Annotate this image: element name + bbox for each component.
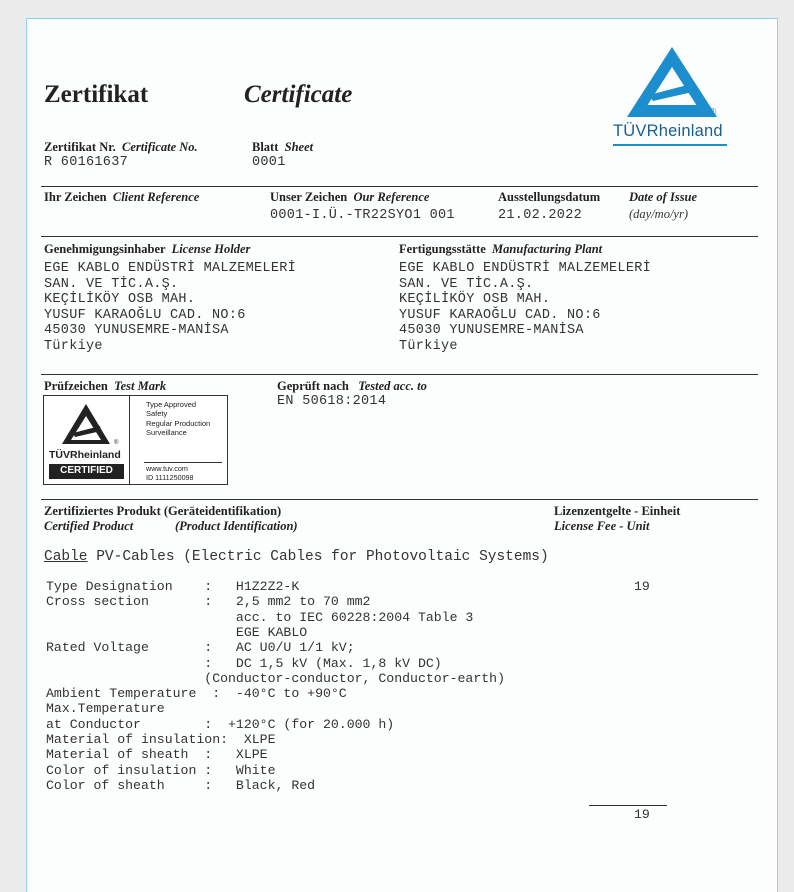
test-mark-features: Type Approved Safety Regular Production Surveillance xyxy=(146,400,211,437)
title-german: Zertifikat xyxy=(44,81,149,108)
spec-line: Rated Voltage : AC U0/U 1/1 kV; xyxy=(46,640,355,656)
certified-text: CERTIFIED xyxy=(60,465,113,476)
tuv-rheinland-logo xyxy=(613,45,731,149)
spec-line: Type Designation : H1Z2Z2-K xyxy=(46,579,300,594)
spec-line: acc. to IEC 60228:2004 Table 3 xyxy=(46,609,474,625)
certificate-page xyxy=(26,18,778,892)
our-ref-label: Unser Zeichen Our Reference xyxy=(270,190,430,204)
test-mark-rule xyxy=(144,462,222,463)
divider-4 xyxy=(41,499,758,500)
sheet-label: Blatt Sheet xyxy=(252,140,314,154)
fee-total: 19 xyxy=(634,807,650,822)
divider-2 xyxy=(41,236,758,237)
spec-line: at Conductor : +120°C (for 20.000 h) xyxy=(46,716,395,732)
certified-bar xyxy=(49,464,124,479)
spec-line: Material of sheath : XLPE xyxy=(46,747,268,763)
spec-line: Color of sheath : Black, Red xyxy=(46,777,316,793)
test-mark-id: www.tuv.com ID 1111250098 xyxy=(146,464,194,482)
issue-date-format: (day/mo/yr) xyxy=(629,207,689,221)
fee-label-en: License Fee - Unit xyxy=(554,519,650,533)
sheet-value: 0001 xyxy=(252,155,286,170)
spec-line: Material of insulation: XLPE xyxy=(46,732,276,747)
spec-line: Cross section : 2,5 mm2 to 70 mm2 xyxy=(46,594,371,610)
tested-acc-value: EN 50618:2014 xyxy=(277,394,387,409)
logo-underline xyxy=(613,144,727,146)
fee-total-rule xyxy=(589,805,667,806)
cert-no-value: R 60161637 xyxy=(44,155,129,170)
spec-line: Ambient Temperature : -40°C to +90°C xyxy=(46,686,347,702)
fee-label: Lizenzentgelte - Einheit xyxy=(554,504,681,518)
product-label-en-1: Certified Product xyxy=(44,519,134,533)
fee-value: 19 xyxy=(634,579,650,594)
test-mark-label: Prüfzeichen Test Mark xyxy=(44,379,167,393)
cert-no-label: Zertifikat Nr. Certificate No. xyxy=(44,140,198,154)
product-label: Zertifiziertes Produkt (Geräteidentifikation) xyxy=(44,504,282,518)
test-mark-brand: TÜVRheinland xyxy=(49,449,121,461)
spec-line: Color of insulation : White xyxy=(46,762,276,778)
spec-line: (Conductor-conductor, Conductor-earth) xyxy=(46,670,505,686)
spec-line: EGE KABLO xyxy=(46,624,308,640)
title-english: Certificate xyxy=(244,81,353,108)
registered-mark: ® xyxy=(709,107,717,118)
issue-date-label-en: Date of Issue xyxy=(629,190,698,204)
license-holder-label: Genehmigungsinhaber License Holder xyxy=(44,242,251,256)
spec-line: : DC 1,5 kV (Max. 1,8 kV DC) xyxy=(46,655,442,671)
test-mark-logo-cell xyxy=(44,396,130,484)
manufacturing-plant-label: Fertigungsstätte Manufacturing Plant xyxy=(399,242,603,256)
divider-1 xyxy=(41,186,758,187)
manufacturing-plant-address: EGE KABLO ENDÜSTRİ MALZEMELERİ SAN. VE TİC.A.Ş. KEÇİLİKÖY OSB MAH. YUSUF KARAOĞLU CAD. NO:6 45030 YUNUSEMRE-MANİSA Türkiye xyxy=(399,261,652,354)
spec-line: Max.Temperature xyxy=(46,701,165,717)
test-mark-badge xyxy=(43,395,228,485)
product-title: Cable PV-Cables (Electric Cables for Photovoltaic Systems) xyxy=(44,549,549,565)
our-ref-value: 0001-I.Ü.-TR22SYO1 001 xyxy=(270,208,455,223)
divider-3 xyxy=(41,374,758,375)
client-ref-label: Ihr Zeichen Client Reference xyxy=(44,190,200,204)
tested-acc-label: Geprüft nach Tested acc. to xyxy=(277,379,427,393)
issue-date-value: 21.02.2022 xyxy=(498,208,583,223)
product-label-en-2: (Product Identification) xyxy=(175,519,298,533)
test-mark-reg: ® xyxy=(114,440,119,446)
logo-wordmark: TÜVRheinland xyxy=(613,122,723,140)
issue-date-label: Ausstellungsdatum xyxy=(498,190,601,204)
license-holder-address: EGE KABLO ENDÜSTRİ MALZEMELERİ SAN. VE TİC.A.Ş. KEÇİLİKÖY OSB MAH. YUSUF KARAOĞLU CAD. NO:6 45030 YUNUSEMRE-MANİSA Türkiye xyxy=(44,261,297,354)
product-title-word: Cable xyxy=(44,549,88,565)
